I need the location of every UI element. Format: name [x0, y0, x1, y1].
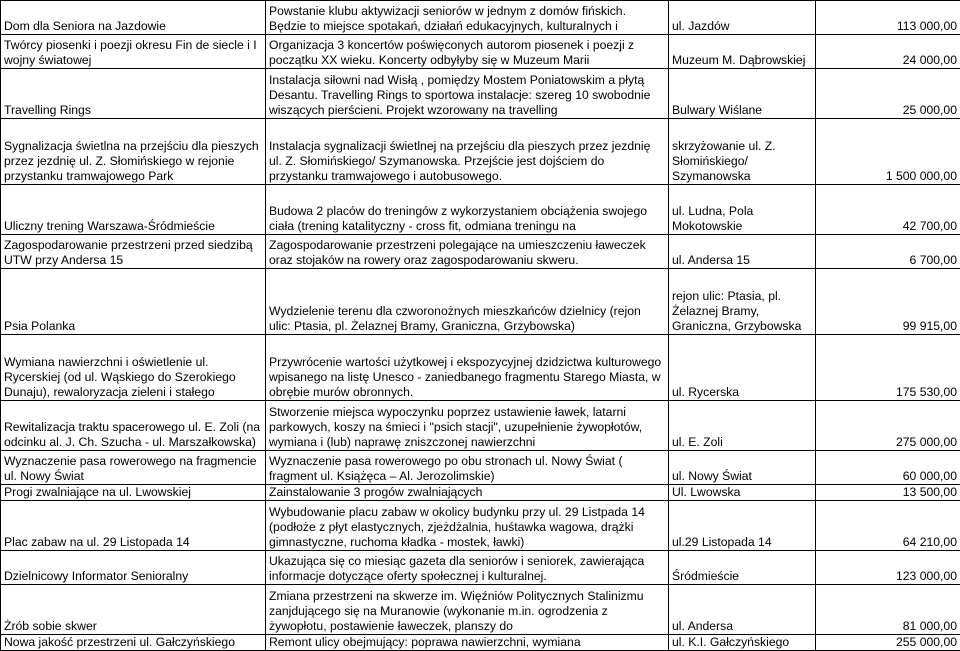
project-amount-cell: 113 000,00 [816, 1, 960, 35]
project-name-cell: Sygnalizacja świetlna na przejściu dla pieszych przez jezdnię ul. Z. Słomińskiego w rejonie przystanku tramwajowego Park [1, 119, 266, 185]
project-location-cell: Śródmieście [669, 551, 816, 585]
table-row [1, 501, 960, 551]
project-name-cell: Dzielnicowy Informator Senioralny [1, 551, 266, 585]
project-name-cell: Wymiana nawierzchni i oświetlenie ul. Rycerskiej (od ul. Wąskiego do Szerokiego Dunaju), rewaloryzacja zieleni i stałego [1, 335, 266, 401]
project-location-cell: ul. Jazdów [669, 1, 816, 35]
project-amount-cell: 64 210,00 [816, 501, 960, 551]
project-description-cell: Przywrócenie wartości użytkowej i ekspozycyjnej dzidzictwa kulturowego wpisanego na listę Unesco - zaniedbanego fragmentu Starego Miasta, w obrębie murów obronnych. [266, 335, 669, 401]
table-row [1, 335, 960, 401]
project-location-cell: ul. Nowy Świat [669, 451, 816, 485]
project-name-cell: Psia Polanka [1, 269, 266, 335]
project-amount-cell: 275 000,00 [816, 401, 960, 451]
table-row [1, 485, 960, 501]
project-amount-cell: 25 000,00 [816, 69, 960, 119]
project-location-cell: ul. Ludna, Pola Mokotowskie [669, 185, 816, 235]
project-name-cell: Rewitalizacja traktu spacerowego ul. E. Zoli (na odcinku al. J. Ch. Szucha - ul. Marszałkowska) [1, 401, 266, 451]
project-amount-cell: 123 000,00 [816, 551, 960, 585]
table-row [1, 1, 960, 35]
project-amount-cell: 6 700,00 [816, 235, 960, 269]
project-description-cell: Zagospodarowanie przestrzeni polegające na umieszczeniu ławeczek oraz stojaków na rowery oraz zagospodarowaniu skweru. [266, 235, 669, 269]
project-description-cell: Wyznaczenie pasa rowerowego po obu stronach ul. Nowy Świat ( fragment ul. Książęca – Al. Jerozolimskie) [266, 451, 669, 485]
project-location-cell: skrzyżowanie ul. Z. Słomińskiego/ Szymanowska [669, 119, 816, 185]
project-amount-cell: 81 000,00 [816, 585, 960, 635]
project-description-cell: Instalacja sygnalizacji świetlnej na przejściu dla pieszych przez jezdnię ul. Z. Słomińskiego/ Szymanowska. Przejście jest dojściem do przystanku tramwajowego i autobusowego. [266, 119, 669, 185]
table-row [1, 69, 960, 119]
project-amount-cell: 255 000,00 [816, 635, 960, 651]
table-row [1, 551, 960, 585]
project-location-cell: ul. E. Zoli [669, 401, 816, 451]
table-row [1, 451, 960, 485]
project-description-cell: Ukazująca się co miesiąc gazeta dla seniorów i seniorek, zawierająca informacje dotyczące oferty społecznej i kulturalnej. [266, 551, 669, 585]
project-name-cell: Plac zabaw na ul. 29 Listopada 14 [1, 501, 266, 551]
project-location-cell: ul. Rycerska [669, 335, 816, 401]
project-amount-cell: 99 915,00 [816, 269, 960, 335]
project-description-cell: Zmiana przestrzeni na skwerze im. Więźniów Politycznych Stalinizmu zanjdującego się na Muranowie (wykonanie m.in. ogrodzenia z żywopłotu, postawienie ławeczek, planszy do [266, 585, 669, 635]
project-location-cell: Ul. Lwowska [669, 485, 816, 501]
table-row [1, 185, 960, 235]
project-amount-cell: 24 000,00 [816, 35, 960, 69]
table-row [1, 585, 960, 635]
project-amount-cell: 13 500,00 [816, 485, 960, 501]
project-amount-cell: 1 500 000,00 [816, 119, 960, 185]
project-name-cell: Dom dla Seniora na Jazdowie [1, 1, 266, 35]
project-name-cell: Zagospodarowanie przestrzeni przed siedzibą UTW przy Andersa 15 [1, 235, 266, 269]
project-description-cell: Organizacja 3 koncertów poświęconych autorom piosenek i poezji z początku XX wieku. Koncerty odbyłyby się w Muzeum Marii [266, 35, 669, 69]
project-description-cell: Budowa 2 placów do treningów z wykorzystaniem obciążenia swojego ciała (trening katalityczny - cross fit, odmiana treningu na [266, 185, 669, 235]
project-name-cell: Travelling Rings [1, 69, 266, 119]
project-description-cell: Instalacja siłowni nad Wisłą , pomiędzy Mostem Poniatowskim a płytą Desantu. Travelling Rings to sportowa instalacje: szereg 10 swobodnie wiszących pierścieni. Projekt wzorowany na travelling [266, 69, 669, 119]
table-row [1, 635, 960, 651]
project-description-cell: Wybudowanie placu zabaw w okolicy budynku przy ul. 29 Listpada 14 (podłoże z płyt elastycznych, zjeżdżalnia, huśtawka wagowa, drążki gimnastyczne, ruchoma kładka - mostek, ławki) [266, 501, 669, 551]
project-amount-cell: 60 000,00 [816, 451, 960, 485]
project-description-cell: Wydzielenie terenu dla czworonożnych mieszkańców dzielnicy (rejon ulic: Ptasia, pl. Żelaznej Bramy, Graniczna, Grzybowska) [266, 269, 669, 335]
table-row [1, 401, 960, 451]
project-location-cell: Muzeum M. Dąbrowskiej [669, 35, 816, 69]
project-location-cell: ul. K.I. Gałczyńskiego [669, 635, 816, 651]
project-name-cell: Uliczny trening Warszawa-Śródmieście [1, 185, 266, 235]
project-amount-cell: 42 700,00 [816, 185, 960, 235]
table-row [1, 269, 960, 335]
project-name-cell: Nowa jakość przestrzeni ul. Gałczyńskiego [1, 635, 266, 651]
project-location-cell: ul. Andersa [669, 585, 816, 635]
project-name-cell: Progi zwalniające na ul. Lwowskiej [1, 485, 266, 501]
project-description-cell: Powstanie klubu aktywizacji seniorów w jednym z domów fińskich. Będzie to miejsce spotakań, działań edukacyjnych, kulturalnych i [266, 1, 669, 35]
project-location-cell: ul. Andersa 15 [669, 235, 816, 269]
project-description-cell: Stworzenie miejsca wypoczynku poprzez ustawienie ławek, latarni parkowych, koszy na śmieci i "psich stacji", uzupełnienie żywopłotów, wymiana i (lub) naprawę zniszczonej nawierzchni [266, 401, 669, 451]
project-description-cell: Zainstalowanie 3 progów zwalniających [266, 485, 669, 501]
table-row [1, 235, 960, 269]
project-name-cell: Żrób sobie skwer [1, 585, 266, 635]
table-row [1, 119, 960, 185]
project-name-cell: Wyznaczenie pasa rowerowego na fragmencie ul. Nowy Świat [1, 451, 266, 485]
project-location-cell: ul.29 Listopada 14 [669, 501, 816, 551]
project-location-cell: Bulwary Wiślane [669, 69, 816, 119]
project-name-cell: Twórcy piosenki i poezji okresu Fin de siecle i I wojny światowej [1, 35, 266, 69]
project-amount-cell: 175 530,00 [816, 335, 960, 401]
project-description-cell: Remont ulicy obejmujący: poprawa nawierzchni, wymiana [266, 635, 669, 651]
project-location-cell: rejon ulic: Ptasia, pl. Żelaznej Bramy, Graniczna, Grzybowska [669, 269, 816, 335]
table-row [1, 35, 960, 69]
